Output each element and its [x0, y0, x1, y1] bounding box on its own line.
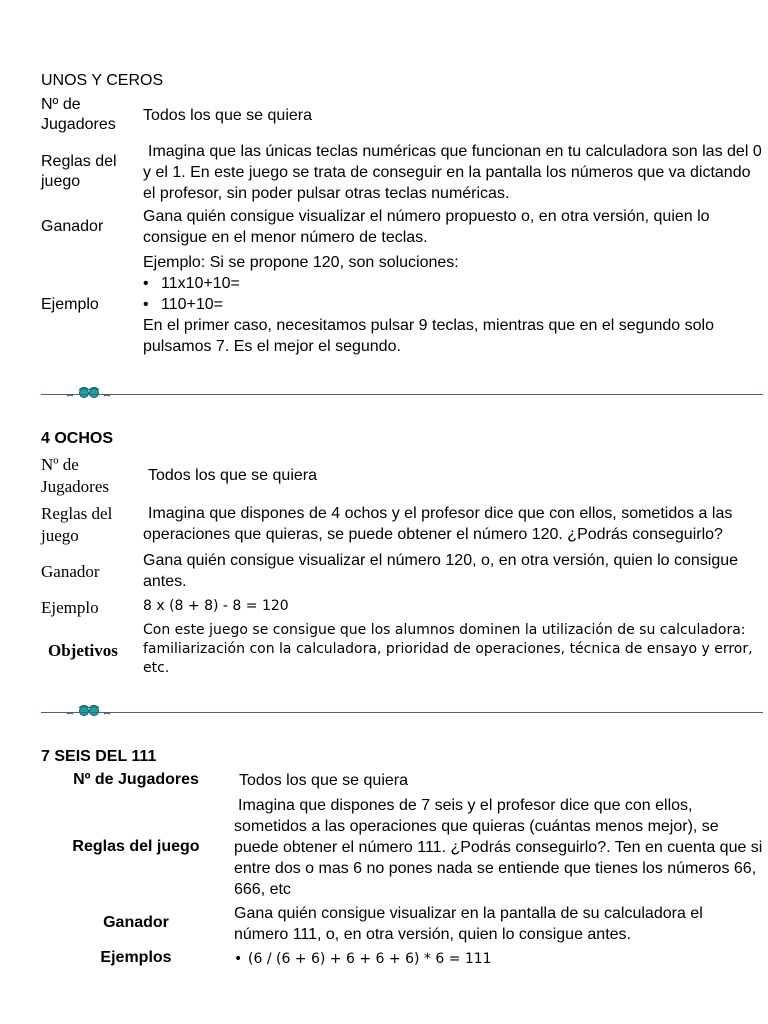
example-label: Ejemplo	[41, 598, 99, 617]
section-title: 4 OCHOS	[41, 430, 114, 447]
examples-list	[234, 950, 759, 969]
ornament-divider-icon	[66, 702, 112, 718]
example-label: Ejemplo	[41, 296, 99, 313]
rules-label: Reglas del juego	[72, 838, 200, 855]
winner-value: Gana quién consigue visualizar el número propuesto o, en otra versión, quien lo consigue en el menor número de teclas.	[143, 208, 710, 246]
example-value: 8 x (8 + 8) - 8 = 120	[143, 598, 289, 614]
winner-label: Ganador	[103, 914, 169, 931]
players-label: Nº de Jugadores	[73, 771, 199, 788]
players-label: Nº de Jugadores	[41, 96, 116, 133]
rules-value: Imagina que dispones de 7 seis y el profesor dice que con ellos, sometidos a las operaciones que quieras (cuántas menos mejor), se puede obtener el número 111. ¿Podrás conseguirlo?. Ten en cuenta que si entre dos o mas 6 no pones nada se entiende que tienes los números 66, 666, etc	[234, 797, 763, 898]
example-content	[143, 252, 763, 357]
examples-label: Ejemplos	[100, 949, 172, 966]
ornament-divider-icon	[66, 384, 112, 400]
example-intro: Ejemplo: Si se propone 120, son soluciones:	[143, 254, 459, 271]
objectives-value: Con este juego se consigue que los alumnos dominen la utilización de su calculadora: familiarización con la calculadora, prioridad de operaciones, técnica de ensayo y error, etc.	[143, 622, 753, 676]
winner-label: Ganador	[41, 562, 100, 581]
players-label: Nº de Jugadores	[41, 455, 109, 496]
example-outro: En el primer caso, necesitamos pulsar 9 teclas, mientras que en el segundo solo pulsamos 7. Es el mejor el segundo.	[143, 317, 714, 355]
rules-value: Imagina que dispones de 4 ochos y el profesor dice que con ellos, sometidos a las operaciones que quieras, se puede obtener el número 120. ¿Podrás conseguirlo?	[143, 505, 733, 543]
winner-label: Ganador	[41, 218, 104, 235]
section-title: UNOS Y CEROS	[41, 72, 164, 89]
objectives-label: Objetivos	[48, 641, 118, 660]
list-item: • (6 / (6 + 6) + 6 + 6 + 6) * 6 = 111	[234, 951, 492, 967]
rules-label: Reglas del juego	[41, 504, 113, 545]
players-value: Todos los que se quiera	[143, 107, 312, 124]
section-title: 7 SEIS DEL 111	[41, 748, 157, 765]
section-divider	[41, 712, 763, 713]
rules-value: Imagina que las únicas teclas numéricas que funcionan en tu calculadora son las del 0 y el 1. En este juego se trata de conseguir en la pantalla los números que va dictando el profesor, sin poder pulsar otras teclas numéricas.	[143, 143, 762, 202]
list-item: • 11x10+10=	[143, 275, 240, 292]
winner-value: Gana quién consigue visualizar en la pantalla de su calculadora el número 111, o, en otra versión, quien lo consigue antes.	[234, 905, 703, 943]
players-value: Todos los que se quiera	[148, 467, 317, 484]
list-item: • 110+10=	[143, 296, 223, 313]
winner-value: Gana quién consigue visualizar el número 120, o, en otra versión, quien lo consigue antes.	[143, 552, 739, 590]
section-divider	[41, 394, 763, 395]
rules-label: Reglas del juego	[41, 153, 117, 190]
players-value: Todos los que se quiera	[239, 772, 408, 789]
